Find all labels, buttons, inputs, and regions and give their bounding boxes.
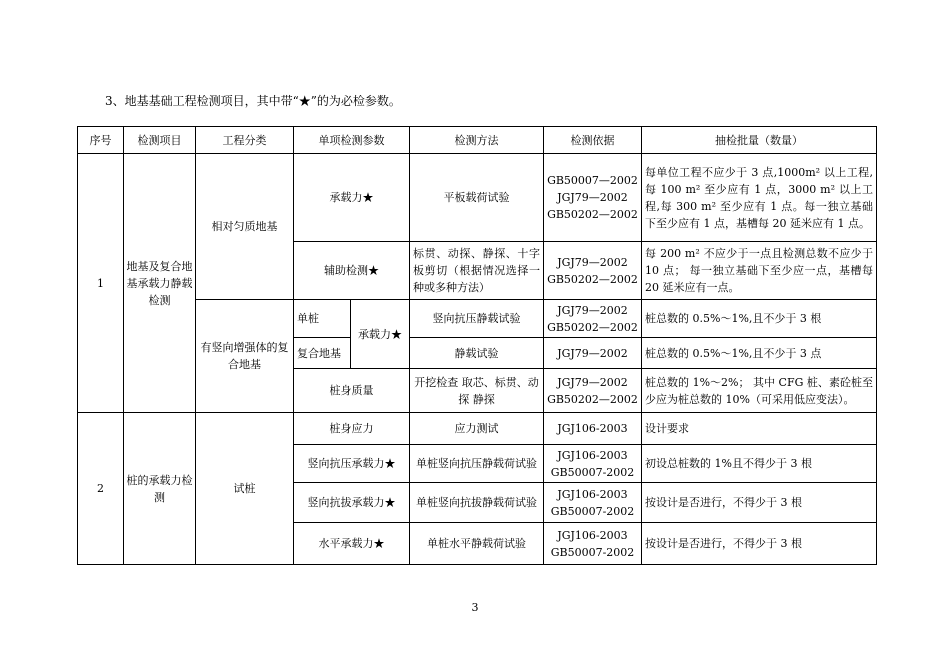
quantity-cell: 按设计是否进行，不得少于 3 根 [642,483,877,523]
standard-cell: JGJ79—2002 GB50202—2002 [544,369,642,413]
header-seq: 序号 [78,127,124,154]
standard-cell: JGJ106-2003 GB50007-2002 [544,523,642,565]
quantity-cell: 每 200 m² 不应少于一点且检测总数不应少于 10 点； 每一独立基础下至少应一点，基槽每 20 延米应有一点。 [642,242,877,300]
standard-cell: JGJ79—2002 GB50202—2002 [544,242,642,300]
category-cell: 有竖向增强体的复合地基 [196,300,294,413]
quantity-cell: 每单位工程不应少于 3 点,1000m² 以上工程,每 100 m² 至少应有 1 点，3000 m² 以上工程,每 300 m² 至少应有 1 点。每一独立基础下至少应有 1 点，基槽每 20 延米应有 1 点。 [642,154,877,242]
quantity-cell: 设计要求 [642,413,877,445]
header-standard: 检测依据 [544,127,642,154]
quantity-cell: 按设计是否进行，不得少于 3 根 [642,523,877,565]
method-cell: 竖向抗压静载试验 [410,300,544,338]
param-cell: 辅助检测★ [294,242,410,300]
standard-cell: JGJ79—2002 [544,338,642,369]
method-cell: 静载试验 [410,338,544,369]
section-heading: 3、地基基础工程检测项目，其中带“★”的为必检参数。 [105,94,401,108]
header-row [78,127,877,154]
param-cell: 桩身应力 [294,413,410,445]
method-cell: 单桩水平静载荷试验 [410,523,544,565]
method-cell: 标贯、动探、静探、十字板剪切（根据情况选择一种或多种方法） [410,242,544,300]
quantity-cell: 桩总数的 0.5%～1%,且不少于 3 根 [642,300,877,338]
item-cell: 地基及复合地基承载力静载检测 [124,154,196,413]
seq-cell: 1 [78,154,124,413]
seq-cell: 2 [78,413,124,565]
table-row [78,154,877,242]
param-cell: 水平承载力★ [294,523,410,565]
header-method: 检测方法 [410,127,544,154]
param-cell: 承载力★ [294,154,410,242]
header-item: 检测项目 [124,127,196,154]
category-cell: 试桩 [196,413,294,565]
category-cell: 相对匀质地基 [196,154,294,300]
param-cell: 竖向抗拔承载力★ [294,483,410,523]
param-sub-cell: 复合地基 [294,338,351,369]
quantity-cell: 初设总桩数的 1%且不得少于 3 根 [642,445,877,483]
header-category: 工程分类 [196,127,294,154]
method-cell: 单桩竖向抗压静载荷试验 [410,445,544,483]
method-cell: 开挖检查 取芯、标贯、动探 静探 [410,369,544,413]
param-sub-cell: 单桩 [294,300,351,338]
item-cell: 桩的承载力检测 [124,413,196,565]
standard-cell: JGJ106-2003 [544,413,642,445]
table-row [78,413,877,445]
standard-cell: GB50007—2002 JGJ79—2002 GB50202—2002 [544,154,642,242]
quantity-cell: 桩总数的 1%～2%； 其中 CFG 桩、素砼桩至少应为桩总数的 10%（可采用低应变法）。 [642,369,877,413]
method-cell: 单桩竖向抗拔静载荷试验 [410,483,544,523]
param-cell: 承载力★ [351,300,410,369]
quantity-cell: 桩总数的 0.5%～1%,且不少于 3 点 [642,338,877,369]
page-number: 3 [471,601,479,614]
inspection-table [77,126,877,565]
param-cell: 竖向抗压承载力★ [294,445,410,483]
param-cell: 桩身质量 [294,369,410,413]
standard-cell: JGJ79—2002 GB50202—2002 [544,300,642,338]
table-row [78,300,877,338]
method-cell: 应力测试 [410,413,544,445]
header-quantity: 抽检批量（数量） [642,127,877,154]
standard-cell: JGJ106-2003 GB50007-2002 [544,483,642,523]
header-parameter: 单项检测参数 [294,127,410,154]
method-cell: 平板载荷试验 [410,154,544,242]
standard-cell: JGJ106-2003 GB50007-2002 [544,445,642,483]
